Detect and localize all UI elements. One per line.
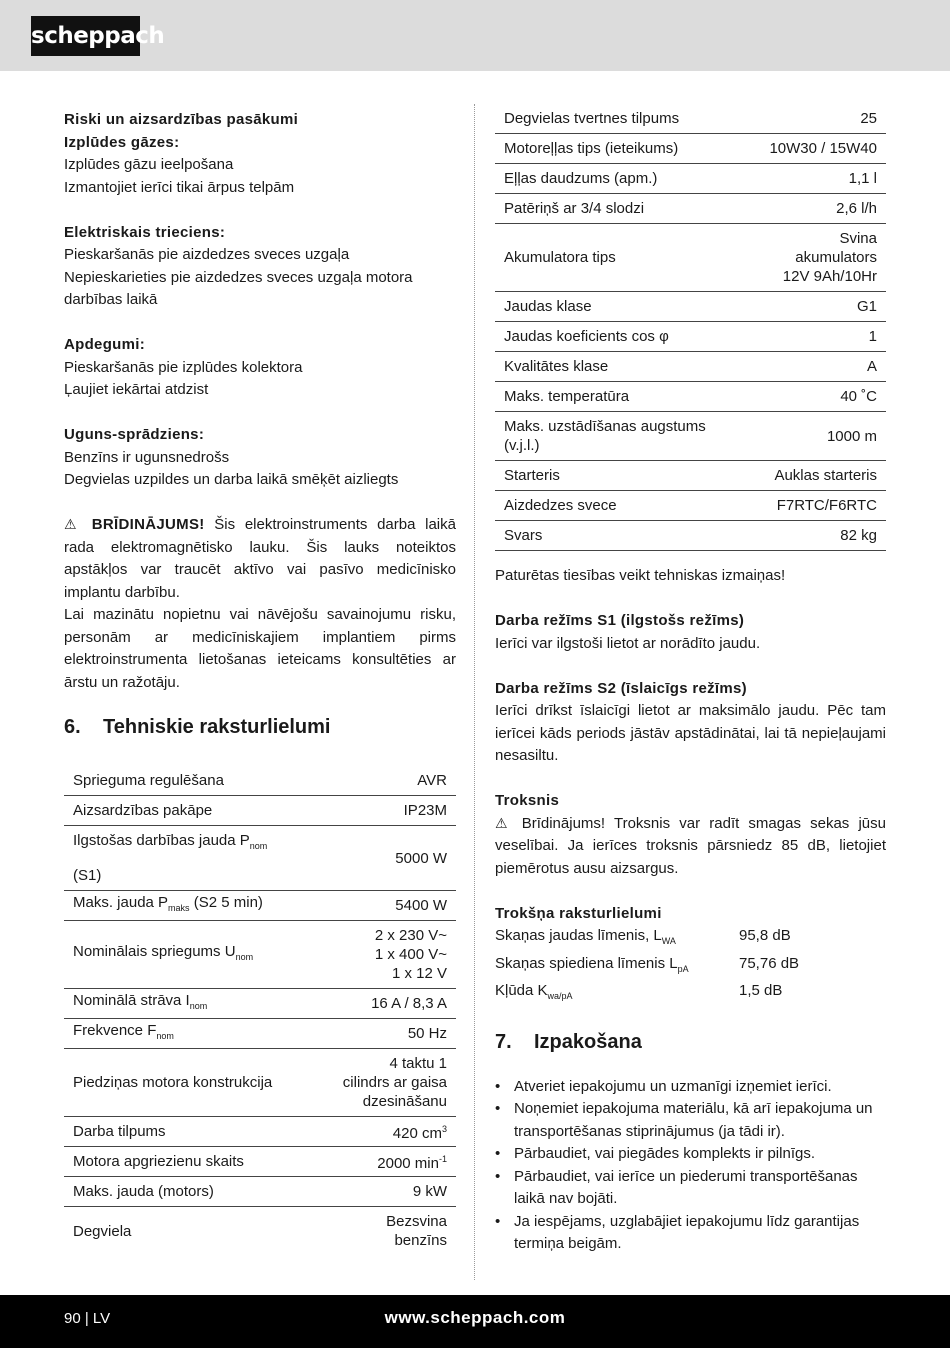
spec-value: G1 xyxy=(744,292,886,322)
table-row xyxy=(64,1207,456,1256)
spec-value: 9 kW xyxy=(315,1177,456,1207)
noise-text: Brīdinājums! Troksnis var radīt smagas sekas jūsu veselībai. Ja ierīces troksnis pārsniedz 85 dB, lietojiet piemērotus ausu aizsargus. xyxy=(495,814,886,877)
brand-logo: scheppach xyxy=(31,16,140,56)
warning-text1: Šis elektroinstruments darba laikā rada elektromagnētisko lauku. Šis lauks noteiktos apstākļos var traucēt aktīvo vai pasīvo medicīnisko implantu darbību. xyxy=(64,516,456,601)
electric-title: Elektriskais trieciens: xyxy=(64,223,226,241)
table-row xyxy=(64,1147,456,1177)
spec-label: Frekvence $F_{nom}$ xyxy=(64,1019,315,1049)
spec-value: 2000 $\min^{-1}$ xyxy=(315,1147,456,1177)
spec-value: 50 Hz xyxy=(315,1019,456,1049)
list-item: • Ja iespējams, uzglabājiet iepakojumu līdz garantijas termiņa beigām. xyxy=(495,1211,886,1256)
spec-label: Darba tilpums xyxy=(64,1117,315,1147)
table-row xyxy=(64,891,456,921)
electric-line1: Pieskaršanās pie aizdedzes sveces uzgaļa xyxy=(64,246,350,263)
spec-label: Ilgstošas darbības jauda $P_{nom}$ (S1) xyxy=(64,826,315,891)
table-row xyxy=(495,382,886,412)
exhaust-line1: Izplūdes gāzu ieelpošana xyxy=(64,156,234,173)
noise-row: Skaņas spiediena līmenis $L_{pA}$ 75,76 dB xyxy=(495,953,886,981)
noise-title: Troksnis xyxy=(495,792,560,809)
table-row xyxy=(64,1177,456,1207)
spec-label: Degviela xyxy=(73,1222,132,1240)
spec-label: Maks. jauda (motors) xyxy=(64,1177,315,1207)
warning-text2: Lai mazinātu nopietnu vai nāvējošu savainojumu risku, personām ar medicīniskajiem implantiem pirms elektroinstrumenta lietošanas ieteicams konsultēties ar ārstu un ražotāju. xyxy=(64,606,456,691)
s1-text: Ierīci var ilgstoši lietot ar norādīto jaudu. xyxy=(495,634,761,652)
table-row xyxy=(495,521,886,551)
electric-line2: Nepieskarieties pie aizdedzes sveces uzgaļa motora darbības laikā xyxy=(64,268,413,308)
spec-value: 25 xyxy=(744,104,886,134)
unpack-list xyxy=(495,1076,886,1256)
spec-label: Eļļas daudzums (apm.) xyxy=(495,164,744,194)
spec-value: 82 kg xyxy=(744,521,886,551)
spec-value: 1,1 l xyxy=(744,164,886,194)
spec-value: 1 xyxy=(744,322,886,352)
spec-label: Piedziņas motora konstrukcija xyxy=(64,1049,315,1117)
table-row xyxy=(64,1117,456,1147)
spec-label: Motoreļļas tips (ieteikums) xyxy=(495,134,744,164)
list-item: • Pārbaudiet, vai ierīce un piederumi transportēšanas laikā nav bojāti. xyxy=(495,1166,886,1211)
list-item: • Noņemiet iepakojuma materiālu, kā arī iepakojuma un transportēšanas stiprinājumus (ja tādi ir). xyxy=(495,1098,886,1143)
spec-label: Maks. jauda $P_{maks}$ (S2 5 min) xyxy=(64,891,315,921)
noise-value: 1,5 dB xyxy=(739,982,783,999)
noise-row: Skaņas jaudas līmenis, $L_{WA}$ 95,8 dB xyxy=(495,925,886,953)
spec-label: Kvalitātes klase xyxy=(495,352,744,382)
table-row xyxy=(495,194,886,224)
table-row xyxy=(64,826,456,891)
spec-label: Sprieguma regulēšana xyxy=(64,766,315,796)
table-row xyxy=(495,461,886,491)
section-6-number: 6. xyxy=(64,716,81,738)
noise-row: Kļūda $K_{wa/pA}$ 1,5 dB xyxy=(495,980,886,1008)
table-row xyxy=(64,1019,456,1049)
exhaust-line2: Izmantojiet ierīci tikai ārpus telpām xyxy=(64,178,295,196)
noise-value: 95,8 dB xyxy=(739,927,791,944)
page-header xyxy=(0,0,950,71)
spec-value: 16 A / 8,3 A xyxy=(315,989,456,1019)
spec-value: Auklas starteris xyxy=(744,461,886,491)
reserved-note: Paturētas tiesības veikt tehniskas izmaiņas! xyxy=(495,567,786,584)
table-row xyxy=(495,164,886,194)
spec-value: A xyxy=(744,352,886,382)
spec-value: F7RTC/F6RTC xyxy=(744,491,886,521)
warning-label: BRĪDINĀJUMS! xyxy=(91,516,205,533)
table-row xyxy=(495,412,886,461)
section-6-title: Tehniskie raksturlielumi xyxy=(103,716,331,738)
warning-triangle-icon: ⚠ xyxy=(495,815,513,832)
noise-specs-title: Trokšņa raksturlielumi xyxy=(495,904,662,922)
s2-text: Ierīci drīkst īslaicīgi lietot ar maksimālo jaudu. Pēc tam ierīcei kāds periods jāstāv apstādinātai, lai tā nepieļaujami nesasiltu. xyxy=(495,702,886,764)
noise-warning xyxy=(495,813,886,881)
table-row xyxy=(64,921,456,989)
spec-label: Patēriņš ar 3/4 slodzi xyxy=(495,194,744,224)
table-row xyxy=(64,766,456,796)
spec-label: Jaudas klase xyxy=(495,292,744,322)
spec-value: 10W30 / 15W40 xyxy=(744,134,886,164)
spec-value: 40 ˚C xyxy=(744,382,886,412)
section-6-heading xyxy=(64,714,456,740)
noise-value: 75,76 dB xyxy=(739,954,800,972)
table-row xyxy=(64,989,456,1019)
emf-warning xyxy=(64,514,456,604)
left-column xyxy=(64,109,456,1255)
spec-value: Bezsvina benzīns xyxy=(386,1213,447,1249)
s1-title: Darba režīms S1 (ilgstošs režīms) xyxy=(495,612,745,629)
spec-label: Jaudas koeficients cos φ xyxy=(495,322,744,352)
spec-label: Maks. temperatūra xyxy=(495,382,744,412)
table-row xyxy=(495,292,886,322)
table-row xyxy=(495,352,886,382)
s2-title: Darba režīms S2 (īslaicīgs režīms) xyxy=(495,679,747,697)
fire-title: Uguns-sprādziens: xyxy=(64,426,205,443)
table-row xyxy=(64,796,456,826)
fire-line1: Benzīns ir ugunsnedrošs xyxy=(64,448,230,466)
spec-value: IP23M xyxy=(315,796,456,826)
burns-line2: Ļaujiet iekārtai atdzist xyxy=(64,381,209,398)
table-row xyxy=(495,104,886,134)
spec-label: Svars xyxy=(495,521,744,551)
warning-triangle-icon: ⚠ xyxy=(64,517,83,533)
left-spec-table xyxy=(64,766,456,1255)
page-number: 90 | LV xyxy=(64,1310,111,1327)
table-row xyxy=(64,1049,456,1117)
spec-value: AVR xyxy=(315,766,456,796)
section-7-title: Izpakošana xyxy=(534,1030,642,1053)
burns-line1: Pieskaršanās pie izplūdes kolektora xyxy=(64,358,303,376)
burns-title: Apdegumi: xyxy=(64,336,146,353)
risks-title: Riski un aizsardzības pasākumi xyxy=(64,111,299,128)
list-item: • Pārbaudiet, vai piegādes komplekts ir pilnīgs. xyxy=(495,1143,886,1166)
right-spec-table xyxy=(495,104,886,551)
spec-label: Nominālais spriegums $U_{nom}$ xyxy=(64,921,315,989)
table-row xyxy=(495,491,886,521)
spec-value: 420 $cm^3$ xyxy=(315,1117,456,1147)
exhaust-title: Izplūdes gāzes: xyxy=(64,133,180,151)
spec-label: Nominālā strāva $I_{nom}$ xyxy=(64,989,315,1019)
spec-value: 1000 m xyxy=(744,412,886,461)
table-row xyxy=(495,134,886,164)
table-row xyxy=(495,322,886,352)
spec-value: 5000 W xyxy=(315,826,456,891)
spec-value: 5400 W xyxy=(315,891,456,921)
spec-label: Akumulatora tips xyxy=(495,224,744,292)
list-item: • Atveriet iepakojumu un uzmanīgi izņemiet ierīci. xyxy=(495,1076,886,1099)
spec-label: Maks. uzstādīšanas augstums (v.j.l.) xyxy=(495,412,744,461)
spec-value: 2,6 l/h xyxy=(744,194,886,224)
fire-line2: Degvielas uzpildes un darba laikā smēķēt aizliegts xyxy=(64,471,399,488)
section-7-heading xyxy=(495,1029,886,1055)
website-url: www.scheppach.com xyxy=(384,1308,566,1327)
spec-value: 2 x 230 V~ 1 x 400 V~ 1 x 12 V xyxy=(315,921,456,989)
spec-value: 4 taktu 1 cilindrs ar gaisa dzesināšanu xyxy=(315,1049,456,1117)
table-row xyxy=(495,224,886,292)
spec-label: Starteris xyxy=(495,461,744,491)
spec-label: Aizdedzes svece xyxy=(495,491,744,521)
right-column xyxy=(495,104,886,1256)
spec-label: Motora apgriezienu skaits xyxy=(64,1147,315,1177)
spec-label: Degvielas tvertnes tilpums xyxy=(495,104,744,134)
section-7-number: 7. xyxy=(495,1030,512,1053)
spec-label: Aizsardzības pakāpe xyxy=(64,796,315,826)
spec-value: Svina akumulators 12V 9Ah/10Hr xyxy=(744,224,886,292)
page-footer xyxy=(0,1295,950,1348)
column-divider xyxy=(474,104,475,1280)
